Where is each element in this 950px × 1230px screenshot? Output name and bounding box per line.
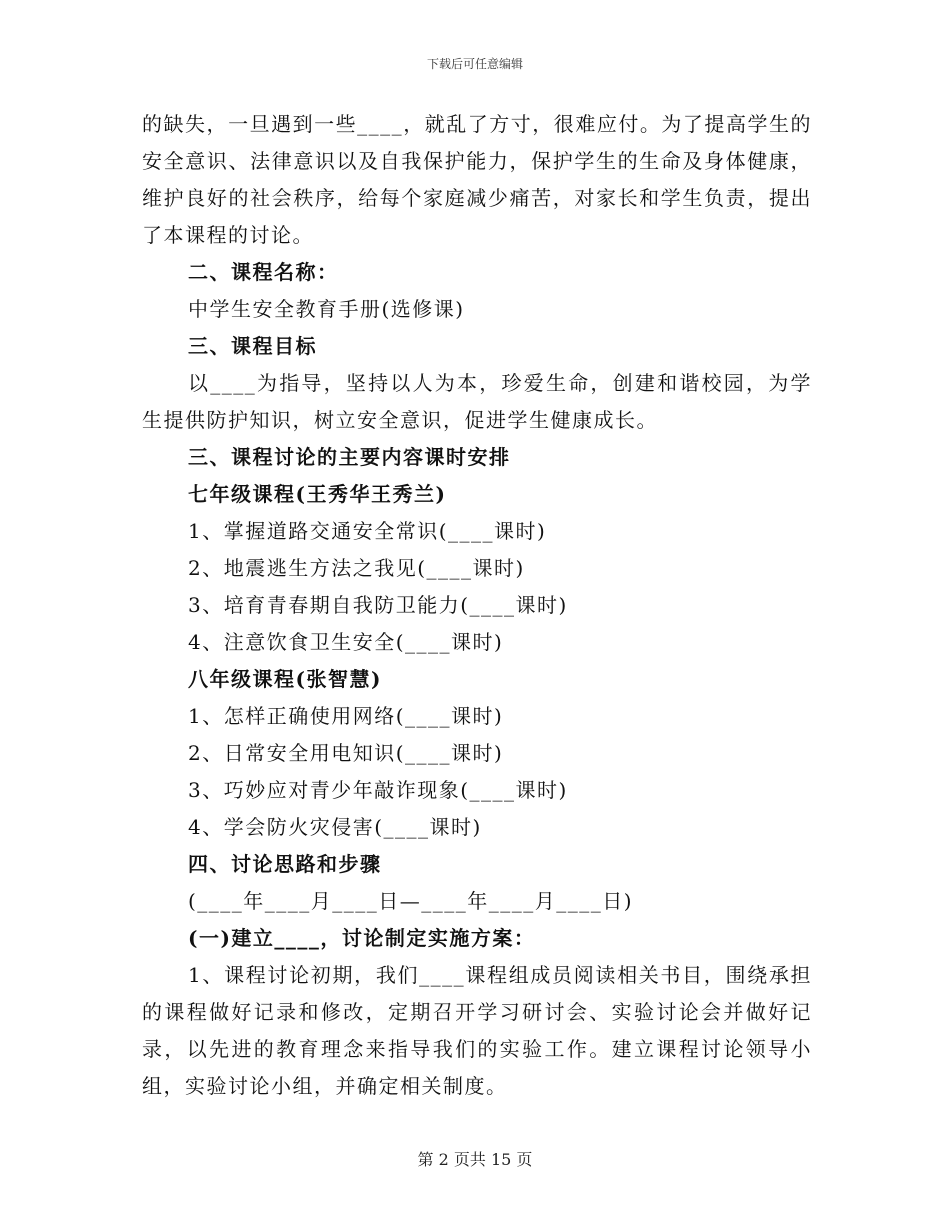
subheading-establish-plan: (一)建立____，讨论制定实施方案：	[188, 926, 536, 950]
grade8-item-4: 4、学会防火灾侵害(____课时)	[188, 815, 482, 839]
grade8-item-3: 3、巧妙应对青少年敲诈现象(____课时)	[188, 778, 568, 802]
grade8-item-2: 2、日常安全用电知识(____课时)	[188, 741, 504, 765]
grade7-item-4: 4、注意饮食卫生安全(____课时)	[188, 630, 504, 654]
page-header: 下载后可任意编辑	[426, 57, 523, 71]
grade7-heading: 七年级课程(王秀华王秀兰)	[188, 482, 447, 506]
grade8-item-1: 1、怎样正确使用网络(____课时)	[188, 704, 504, 728]
paragraph-step-1: 1、课程讨论初期，我们____课程组成员阅读相关书目，围绕承担的课程做好记录和修改，定期召开学习研讨会、实验讨论会并做好记录，以先进的教育理念来指导我们的实验工作。建立课程讨论领导小组，实验讨论小组，并确定相关制度。	[142, 963, 812, 1098]
page-footer: 第 2 页共 15 页	[417, 1150, 533, 1169]
grade7-item-2: 2、地震逃生方法之我见(____课时)	[188, 556, 525, 580]
document-body	[142, 106, 812, 1105]
grade7-item-3: 3、培育青春期自我防卫能力(____课时)	[188, 593, 568, 617]
heading-course-content: 三、课程讨论的主要内容课时安排	[188, 445, 511, 469]
heading-approach-steps: 四、讨论思路和步骤	[188, 852, 382, 876]
grade7-item-1: 1、掌握道路交通安全常识(____课时)	[188, 519, 547, 543]
course-name-text: 中学生安全教育手册(选修课)	[188, 297, 465, 321]
paragraph-intro-continued: 的缺失，一旦遇到一些____，就乱了方寸，很难应付。为了提高学生的安全意识、法律意识以及自我保护能力，保护学生的生命及身体健康，维护良好的社会秩序，给每个家庭减少痛苦，对家长和学生负责，提出了本课程的讨论。	[142, 112, 812, 247]
heading-course-name: 二、课程名称：	[188, 260, 339, 284]
course-goal-text: 以____为指导，坚持以人为本，珍爱生命，创建和谐校园，为学生提供防护知识，树立安全意识，促进学生健康成长。	[142, 371, 812, 432]
heading-course-goal: 三、课程目标	[188, 334, 317, 358]
grade8-heading: 八年级课程(张智慧)	[188, 667, 382, 691]
date-range-line: (____年____月____日—____年____月____日)	[188, 889, 634, 913]
